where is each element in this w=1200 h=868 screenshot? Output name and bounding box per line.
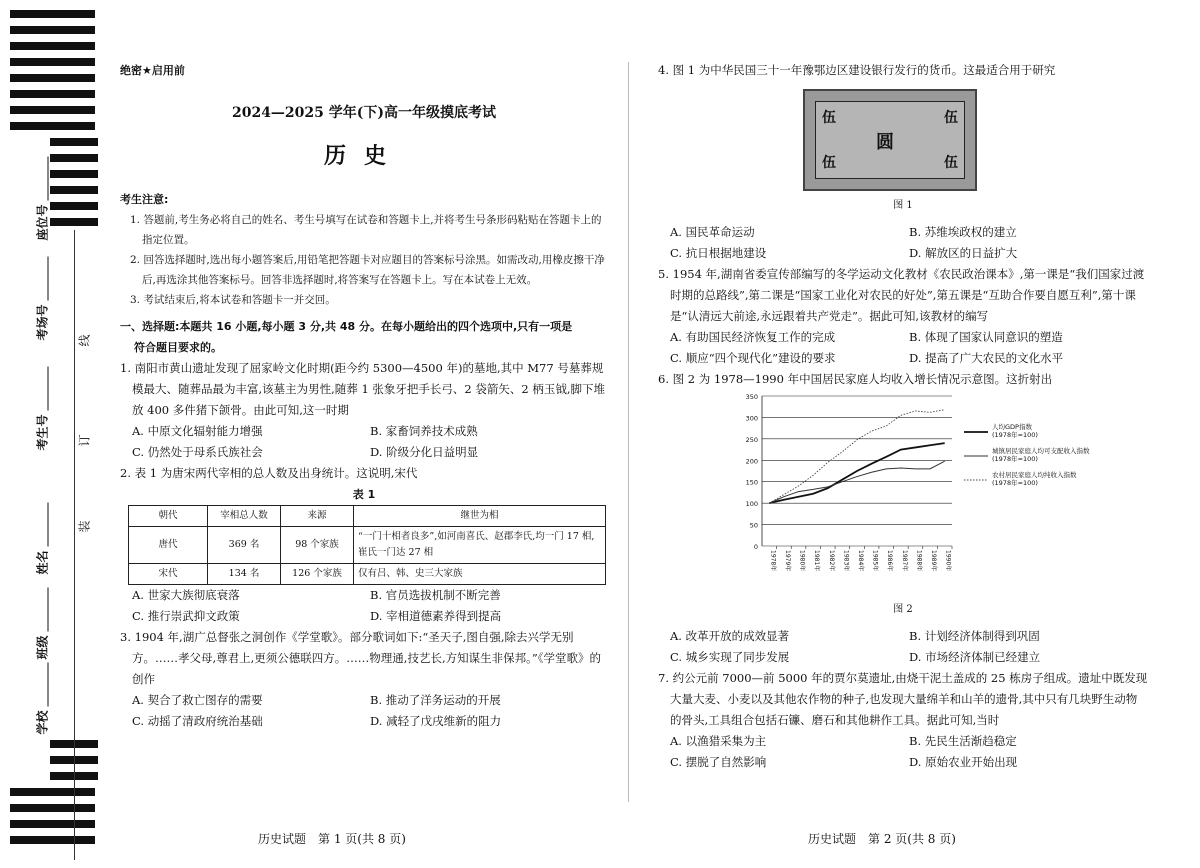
table-cell: 126 个家族	[281, 564, 354, 585]
option-a: A. 以渔猎采集为主	[670, 734, 767, 748]
option-a: A. 中原文化辐射能力增强	[132, 424, 263, 438]
options	[658, 731, 1148, 773]
option-c: C. 城乡实现了同步发展	[670, 650, 790, 664]
legend-label: (1978年=100)	[992, 431, 1038, 439]
notice-item: 2. 回答选择题时,选出每小题答案后,用铅笔把答题卡对应题目的答案标号涂黑。如需改动,用橡皮擦干净后,再选涂其他答案标号。回答非选择题时,将答案写在答题卡上。写在本试卷上无效。	[130, 254, 605, 286]
class-label: 班级	[34, 582, 51, 666]
question-stem: 3. 1904 年,湖广总督张之洞创作《学堂歌》。部分歌词如下:“圣天子,图自强,除去兴学无别方。……孝父母,尊君上,更须公德联四方。……物理通,技艺长,方知谋生非保邦。”《学堂歌》的创作	[120, 630, 601, 686]
x-tick-label: 1988年	[915, 550, 923, 572]
page-1	[120, 60, 608, 732]
binding-bar	[10, 58, 95, 66]
table-cell: 宋代	[129, 564, 208, 585]
page-1-footer: 历史试题 第 1 页(共 8 页)	[258, 832, 406, 846]
x-tick-label: 1980年	[798, 550, 806, 572]
question-stem: 2. 表 1 为唐宋两代宰相的总人数及出身统计。这说明,宋代	[120, 466, 418, 480]
option-b: B. 家畜饲养技术成熟	[370, 424, 478, 438]
table-cell: 369 名	[208, 527, 281, 564]
income-line-chart	[728, 390, 1108, 588]
school-label: 学校	[34, 657, 51, 741]
table-cell: 98 个家族	[281, 527, 354, 564]
x-tick-label: 1982年	[827, 550, 835, 572]
prime-minister-table	[128, 505, 606, 585]
question-2	[120, 463, 608, 627]
y-tick-label: 0	[753, 543, 758, 551]
legend-label: (1978年=100)	[992, 455, 1038, 463]
x-tick-label: 1986年	[886, 550, 894, 572]
option-a: A. 国民革命运动	[670, 225, 755, 239]
banknote-image	[803, 89, 977, 191]
option-d: D. 宰相道德素养得到提高	[370, 609, 502, 623]
banknote-glyph: 圆	[876, 132, 894, 153]
table-row	[129, 564, 606, 585]
question-1	[120, 358, 608, 463]
option-c: C. 动摇了清政府统治基础	[132, 714, 263, 728]
legend-label: (1978年=100)	[992, 479, 1038, 487]
table-cell: “一门十相者良多”,如河南喜氏、赵郡李氏,均一门 17 相,崔氏一门达 27 相	[354, 527, 606, 564]
option-d: D. 市场经济体制已经建立	[909, 650, 1041, 664]
question-stem: 4. 图 1 为中华民国三十一年豫鄂边区建设银行发行的货币。这最适合用于研究	[658, 63, 1056, 77]
legend-label: 城镇居民家庭人均可支配收入指数	[992, 447, 1090, 455]
table-header: 继世为相	[354, 506, 606, 527]
option-d: D. 提高了广大农民的文化水平	[909, 351, 1064, 365]
x-tick-label: 1979年	[783, 550, 791, 572]
options	[120, 690, 608, 732]
table-caption: 表 1	[352, 488, 376, 501]
table-header: 来源	[281, 506, 354, 527]
banknote-glyph: 伍	[944, 155, 958, 171]
binding-bar	[10, 26, 95, 34]
binding-bar	[50, 170, 98, 178]
option-a: A. 有助国民经济恢复工作的完成	[670, 330, 836, 344]
y-tick-label: 350	[745, 393, 758, 401]
table-header: 宰相总人数	[208, 506, 281, 527]
question-4	[658, 60, 1148, 264]
option-d: D. 解放区的日益扩大	[909, 246, 1018, 260]
x-tick-label: 1990年	[944, 550, 952, 572]
x-tick-label: 1989年	[930, 550, 938, 572]
page-2-footer: 历史试题 第 2 页(共 8 页)	[808, 832, 956, 846]
x-tick-label: 1987年	[900, 550, 908, 572]
options	[658, 222, 1148, 264]
binding-bar	[50, 138, 98, 146]
figure-caption: 图 1	[893, 200, 913, 211]
staple-mark: 订	[77, 434, 92, 447]
question-3	[120, 627, 608, 732]
legend-label: 人均GDP指数	[992, 423, 1032, 431]
series-line	[769, 410, 944, 503]
options	[658, 626, 1148, 668]
line-mark: 线	[77, 334, 92, 347]
table-header-row	[129, 506, 606, 527]
y-tick-label: 50	[749, 521, 758, 530]
x-tick-label: 1985年	[871, 550, 879, 572]
option-c: C. 顺应“四个现代化”建设的要求	[670, 351, 836, 365]
notice-heading: 考生注意:	[120, 193, 169, 206]
y-tick-label: 300	[745, 414, 758, 423]
options	[120, 421, 608, 463]
figure-caption: 图 2	[893, 604, 913, 615]
y-tick-label: 100	[745, 500, 758, 509]
option-c: C. 摆脱了自然影响	[670, 755, 767, 769]
option-b: B. 苏维埃政权的建立	[909, 225, 1017, 239]
banknote-glyph: 伍	[944, 110, 958, 126]
option-a: A. 改革开放的成效显著	[670, 629, 790, 643]
question-stem: 7. 约公元前 7000—前 5000 年的贾尔莫遗址,由烧干泥土盖成的 25 栋房子组成。遗址中既发现大量大麦、小麦以及其他农作物的种子,也发现大量绵羊和山羊的遗骨,其中只有几块野生动物的骨头,工具组合包括石镰、磨石和其他耕作工具。据此可知,当时	[658, 671, 1148, 727]
table-row	[129, 527, 606, 564]
binding-bar	[10, 820, 95, 828]
binding-bar	[50, 202, 98, 210]
option-b: B. 计划经济体制得到巩固	[909, 629, 1040, 643]
binding-bar	[10, 836, 95, 844]
table-cell: 唐代	[129, 527, 208, 564]
seat-number-label: 座位号	[34, 157, 51, 241]
banknote-glyph: 伍	[822, 155, 836, 171]
option-d: D. 阶级分化日益明显	[370, 445, 479, 459]
option-b: B. 官员选拔机制不断完善	[370, 588, 501, 602]
binding-bar	[50, 218, 98, 226]
x-tick-label: 1984年	[857, 550, 864, 572]
y-tick-label: 200	[745, 457, 758, 466]
exam-room-label: 考场号	[34, 257, 51, 341]
binding-bar	[10, 122, 95, 130]
options	[120, 585, 608, 627]
notice-item: 3. 考试结束后,将本试卷和答题卡一并交回。	[130, 294, 336, 306]
bind-mark: 装	[77, 520, 92, 533]
binding-bar	[10, 74, 95, 82]
x-tick-label: 1983年	[842, 550, 850, 572]
question-stem: 6. 图 2 为 1978—1990 年中国居民家庭人均收入增长情况示意图。这折射出	[658, 372, 1053, 386]
option-c: C. 仍然处于母系氏族社会	[132, 445, 263, 459]
table-header: 朝代	[129, 506, 208, 527]
x-tick-label: 1981年	[813, 550, 821, 572]
exam-title: 2024—2025 学年(下)高一年级摸底考试	[231, 105, 497, 121]
table-cell: 134 名	[208, 564, 281, 585]
binding-bar	[10, 106, 95, 114]
y-tick-label: 150	[745, 478, 758, 487]
question-6	[658, 369, 1148, 668]
candidate-number-label: 考生号	[34, 367, 51, 451]
option-b: B. 体现了国家认同意识的塑造	[909, 330, 1063, 344]
question-7	[658, 668, 1148, 773]
binding-bar	[10, 804, 95, 812]
page-2	[658, 60, 1148, 773]
table-cell: 仅有吕、韩、史三大家族	[354, 564, 606, 585]
option-d: D. 原始农业开始出现	[909, 755, 1018, 769]
question-stem: 1. 南阳市黄山遗址发现了屈家岭文化时期(距今约 5300—4500 年)的墓地,其中 M77 号墓葬规模最大、随葬品最为丰富,该墓主为男性,随葬 1 张象牙把手长弓、2 袋箭矢、2 柄玉钺,脚下堆放 400 多件猪下颌骨。由此可知,这一时期	[120, 361, 606, 417]
binding-bar	[50, 154, 98, 162]
cut-line	[74, 230, 75, 860]
option-c: C. 抗日根据地建设	[670, 246, 767, 260]
binding-bar	[10, 42, 95, 50]
section-heading: 一、选择题:本题共 16 小题,每小题 3 分,共 48 分。在每小题给出的四个选项中,只有一项是 符合题目要求的。	[120, 320, 573, 354]
option-c: C. 推行崇武抑文政策	[132, 609, 240, 623]
binding-bar	[10, 788, 95, 796]
option-a: A. 世家大族彻底衰落	[132, 588, 240, 602]
question-5	[658, 264, 1148, 369]
series-line	[769, 443, 944, 503]
legend-label: 农村居民家庭人均纯收入指数	[992, 471, 1077, 479]
notice-item: 1. 答题前,考生务必将自己的姓名、考生号填写在试卷和答题卡上,并将考生号条形码粘贴在答题卡上的指定位置。	[130, 214, 602, 246]
options	[658, 327, 1148, 369]
option-b: B. 先民生活渐趋稳定	[909, 734, 1017, 748]
binding-bar	[50, 186, 98, 194]
binding-margin	[0, 0, 110, 868]
subject-title: 历史	[323, 144, 404, 169]
name-label: 姓名	[34, 497, 51, 581]
secret-mark: 绝密★启用前	[120, 64, 185, 77]
binding-bar	[10, 90, 95, 98]
y-tick-label: 250	[745, 435, 758, 444]
banknote-glyph: 伍	[822, 110, 836, 126]
x-tick-label: 1978年	[769, 550, 777, 572]
binding-bar	[10, 10, 95, 18]
question-stem: 5. 1954 年,湖南省委宣传部编写的冬学运动文化教材《农民政治课本》,第一课是“我们国家过渡时期的总路线”,第二课是“国家工业化对农民的好处”,第五课是“互助合作要自愿互利”,第十课是“认清远大前途,永远跟着共产党走”。据此可知,该教材的编写	[658, 267, 1145, 323]
option-a: A. 契合了救亡图存的需要	[132, 693, 263, 707]
option-d: D. 减轻了戊戌维新的阻力	[370, 714, 502, 728]
option-b: B. 推动了洋务运动的开展	[370, 693, 501, 707]
page-divider	[628, 62, 629, 802]
